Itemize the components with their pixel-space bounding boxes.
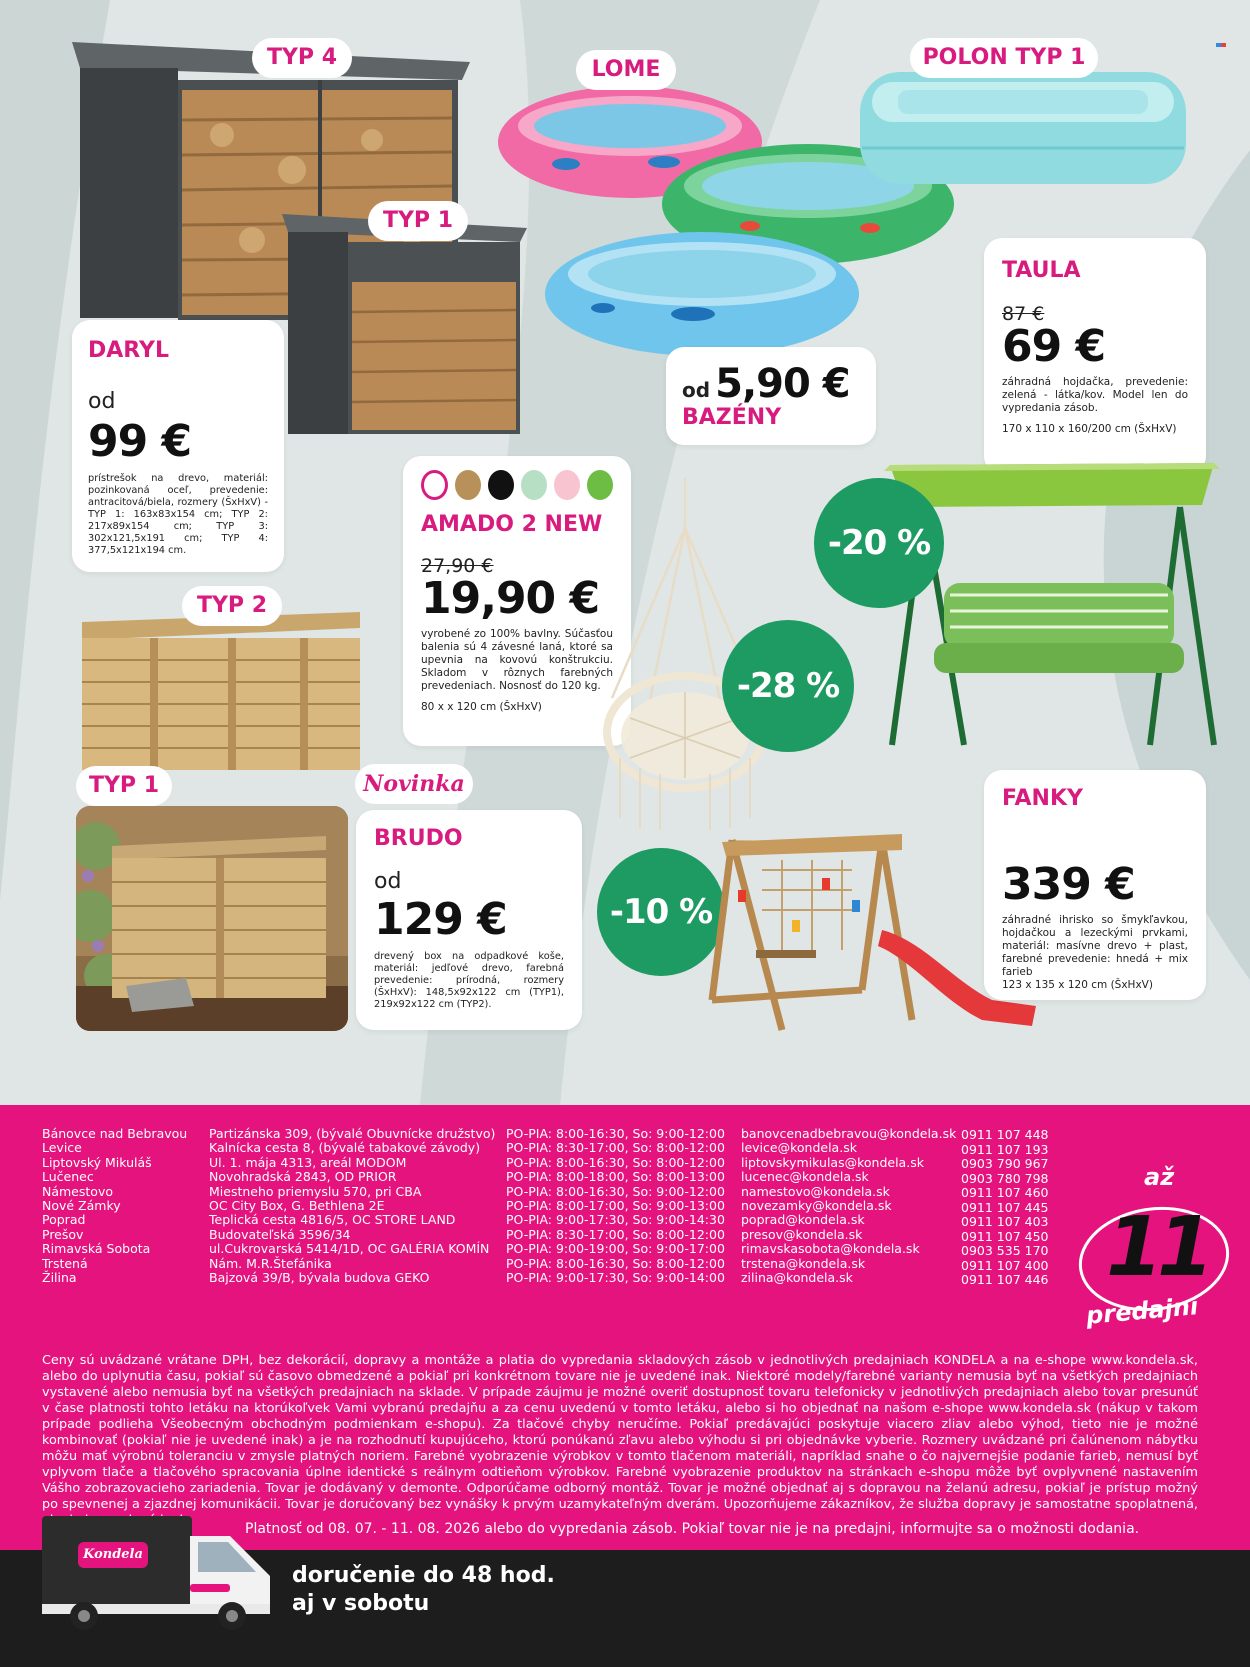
store-city: Nové Zámky (42, 1198, 121, 1214)
store-address: Miestneho priemyslu 570, pri CBA (209, 1183, 422, 1199)
store-address: Partizánska 309, (bývalé Obuvnícke družstvo) (209, 1126, 496, 1141)
store-email-link[interactable]: poprad@kondela.sk (741, 1212, 865, 1228)
store-address: ul.Cukrovarská 5414/1D, OC GALÉRIA KOMÍN (209, 1241, 490, 1257)
taula-price: 69 € (1002, 321, 1106, 372)
stores-count-badge (1074, 1163, 1230, 1341)
store-addresses (209, 1127, 495, 1285)
taula-discount-badge: -20 % (814, 478, 944, 608)
store-email-link[interactable]: presov@kondela.sk (741, 1226, 863, 1242)
brudo-box-typ1-image (76, 806, 348, 1031)
store-address: Bajzová 39/B, bývala budova GEKO (209, 1270, 430, 1286)
store-phone[interactable]: 0911 107 450 (961, 1228, 1049, 1244)
store-address: Ul. 1. mája 4313, areál MODOM (209, 1154, 407, 1170)
swatch-black[interactable] (488, 470, 514, 500)
swatch-beige[interactable] (455, 470, 481, 500)
flag-icon (1216, 32, 1226, 40)
swatch-white[interactable] (421, 470, 448, 500)
store-phone[interactable]: 0911 107 403 (961, 1214, 1049, 1229)
fanky-price: 339 € (1002, 859, 1135, 910)
badge-number: 11 (1106, 1200, 1209, 1295)
store-email-link[interactable]: liptovskymikulas@kondela.sk (741, 1154, 924, 1170)
fanky-name: FANKY (1002, 786, 1083, 811)
store-hours-row: PO-PIA: 8:30-17:00, So: 8:00-12:00 (506, 1226, 725, 1242)
bazeny-od: od (682, 378, 711, 402)
store-phone[interactable]: 0903 790 967 (961, 1156, 1049, 1171)
validity-note: Platnosť od 08. 07. - 11. 08. 2026 alebo do vypredania zásob. Pokiaľ tovar nie je na predajni, informujte sa o možnosti dodania. (245, 1521, 1140, 1537)
brudo-box-typ2-image (80, 610, 362, 772)
taula-dimensions: 170 x 110 x 160/200 cm (ŠxHxV) (1002, 423, 1177, 435)
store-city: Levice (42, 1140, 82, 1156)
store-phone[interactable]: 0911 107 448 (961, 1127, 1049, 1142)
store-city: Poprad (42, 1212, 86, 1228)
store-email-link[interactable]: trstena@kondela.sk (741, 1255, 866, 1271)
taula-swing-image (884, 455, 1220, 750)
swatch-pink[interactable] (554, 470, 580, 500)
bazeny-name: BAZÉNY (682, 405, 782, 430)
lome-pool-blue-image (543, 228, 861, 358)
badge-bottom-text: predajní (1084, 1292, 1200, 1330)
store-email-link[interactable]: levice@kondela.sk (741, 1140, 857, 1156)
daryl-tag-typ4: TYP 4 (252, 38, 352, 78)
delivery-truck-image (40, 1514, 276, 1632)
store-hours-row: PO-PIA: 9:00-17:30, So: 9:00-14:30 (506, 1212, 725, 1228)
store-hours-row: PO-PIA: 8:00-17:00, So: 9:00-13:00 (506, 1198, 725, 1214)
brudo-discount-badge: -10 % (597, 848, 725, 976)
daryl-card (72, 320, 284, 572)
swatch-mint[interactable] (521, 470, 547, 500)
store-hours-row: PO-PIA: 9:00-19:00, So: 9:00-17:00 (506, 1241, 725, 1257)
store-phone[interactable]: 0911 107 445 (961, 1199, 1049, 1215)
brudo-novinka-badge: Novinka (355, 764, 473, 804)
badge-top-text: až (1144, 1163, 1175, 1191)
store-email-link[interactable]: namestovo@kondela.sk (741, 1183, 890, 1199)
store-city: Žilina (42, 1270, 77, 1286)
taula-card (984, 238, 1206, 474)
store-city: Rimavská Sobota (42, 1241, 151, 1257)
store-phone[interactable]: 0911 107 193 (961, 1141, 1049, 1157)
store-phone[interactable]: 0903 780 798 (961, 1170, 1049, 1186)
bazeny-card (666, 347, 876, 445)
store-hours-row: PO-PIA: 8:00-16:30, So: 9:00-12:00 (506, 1183, 725, 1199)
store-hours-row: PO-PIA: 8:30-17:00, So: 8:00-12:00 (506, 1140, 725, 1156)
brudo-price: 129 € (374, 894, 507, 945)
store-city: Trstená (42, 1255, 88, 1271)
taula-old-price: 87 € (1002, 303, 1045, 325)
daryl-description: prístrešok na drevo, materiál: pozinkovaná oceľ, prevedenie: antracitová/biela, rozmery (ŠxHxV) - TYP 1: 163x83x154 cm; TYP 2: 217x89x154 cm; TYP 3: 302x121,5x191 cm; TYP 4: 377,5x121x194 cm. (88, 473, 268, 556)
polon-tag: POLON TYP 1 (910, 38, 1098, 78)
amado-description: vyrobené zo 100% bavlny. Súčasťou balenia sú 4 závesné laná, ktoré sa upevnia na kovovú konštrukciu. Skladom v rôznych farebných prevedeniach. Nosnosť do 120 kg. (421, 628, 613, 692)
store-email-link[interactable]: rimavskasobota@kondela.sk (741, 1241, 920, 1257)
amado-name: AMADO 2 NEW (421, 512, 603, 537)
daryl-tag-typ1: TYP 1 (368, 201, 468, 241)
fanky-card (984, 770, 1206, 1000)
delivery-line1: doručenie do 48 hod. (292, 1563, 555, 1588)
store-email-link[interactable]: banovcenadbebravou@kondela.sk (741, 1126, 957, 1141)
store-phone[interactable]: 0903 535 170 (961, 1243, 1049, 1258)
store-address: OC City Box, G. Bethlena 2E (209, 1198, 385, 1214)
brudo-name: BRUDO (374, 826, 463, 851)
polon-pool-image (858, 62, 1188, 190)
amado-dimensions: 80 x x 120 cm (ŠxHxV) (421, 701, 542, 713)
store-city: Liptovský Mikuláš (42, 1154, 152, 1170)
delivery-line2: aj v sobotu (292, 1591, 430, 1616)
lome-tag: LOME (576, 50, 676, 90)
store-cities (42, 1127, 187, 1285)
store-city: Námestovo (42, 1183, 113, 1199)
bazeny-price: 5,90 € (715, 361, 850, 407)
brudo-tag-typ1: TYP 1 (76, 766, 172, 806)
amado-color-swatches (421, 470, 613, 500)
store-city: Bánovce nad Bebravou (42, 1126, 188, 1141)
store-email-link[interactable]: lucenec@kondela.sk (741, 1169, 869, 1185)
truck-logo: Kondela (78, 1542, 148, 1568)
daryl-price: 99 € (88, 416, 192, 467)
amado-discount-badge: -28 % (722, 620, 854, 752)
taula-name: TAULA (1002, 258, 1081, 283)
store-address: Budovateľská 3596/34 (209, 1226, 351, 1242)
daryl-od: od (88, 389, 116, 414)
store-emails (741, 1127, 956, 1285)
store-email-link[interactable]: zilina@kondela.sk (741, 1270, 853, 1286)
store-city: Prešov (42, 1226, 84, 1242)
fanky-description: záhradné ihrisko so šmykľavkou, hojdačkou a lezeckými prvkami, materiál: masívne drevo + plast, farebné prevedenie: hnedá + mix farieb (1002, 914, 1188, 978)
daryl-shed-small-image (282, 212, 527, 436)
store-phone[interactable]: 0911 107 446 (961, 1272, 1049, 1287)
brudo-tag-typ2: TYP 2 (182, 586, 282, 626)
store-hours (506, 1127, 725, 1285)
daryl-name: DARYL (88, 338, 169, 363)
store-phone[interactable]: 0911 107 400 (961, 1257, 1049, 1273)
store-phones (961, 1128, 1048, 1288)
store-hours-row: PO-PIA: 8:00-16:30, So: 8:00-12:00 (506, 1154, 725, 1170)
store-address: Nám. M.R.Štefánika (209, 1255, 332, 1271)
amado-card (403, 456, 631, 746)
amado-price: 19,90 € (421, 573, 600, 624)
store-address: Teplická cesta 4816/5, OC STORE LAND (209, 1212, 456, 1228)
store-city: Lučenec (42, 1169, 94, 1185)
store-hours-row: PO-PIA: 8:00-16:30, So: 9:00-12:00 (506, 1126, 725, 1141)
store-hours-row: PO-PIA: 8:00-16:30, So: 8:00-12:00 (506, 1255, 725, 1271)
store-hours-row: PO-PIA: 9:00-17:30, So: 9:00-14:00 (506, 1270, 725, 1286)
fanky-dimensions: 123 x 135 x 120 cm (ŠxHxV) (1002, 979, 1153, 991)
amado-old-price: 27,90 € (421, 555, 494, 577)
store-email-link[interactable]: novezamky@kondela.sk (741, 1198, 892, 1214)
brudo-od: od (374, 869, 402, 894)
delivery-text (292, 1562, 555, 1618)
store-hours-row: PO-PIA: 8:00-18:00, So: 8:00-13:00 (506, 1169, 725, 1185)
legal-disclaimer: Ceny sú uvádzané vrátane DPH, bez dekorácií, dopravy a montáže a platia do vypredania skladových zásob v jednotlivých predajniach KONDELA a na e-shope www.kondela.sk, alebo do uplynutia času, pokiaľ sú časovo obmedzené a pokiaľ pri konkrétnom tovare nie je uvedené inak. Niektoré modely/farebné varianty nemusia byť na všetkých predajniach vystavené alebo nemusia byť na všetkých predajniach na sklade. V prípade záujmu je možné overiť dostupnosť tovaru telefonicky v jednotlivých predajniach alebo tovar presunúť v čase platnosti tohto letáku na ktorúkoľvek Vami vybranú predajňu a za cenu uvedenú v tomto letáku, alebo si ho objednať na našom e-shope www.kondela.sk (nákup v takom prípade podlieha Všeobecným obchodným podmienkam e-shopu). Za tlačové chyby neručíme. Pokiaľ predávajúci poskytuje viacero zliav alebo výhod, tieto nie je možné kombinovať (pokiaľ nie je uvedené inak) a je na rozhodnutí kupujúceho, ktorú ponúkanú zľavu alebo výhodu si pri objednávke vyberie. Rozmery uvádzané pri čalúnenom nábytku môžu mať výrobnú toleranciu v zmysle platných noriem. Farebné vyobrazenie výrobkov v tomto tlačenom materiáli, napríklad snahe o čo najvernejšie podanie farieb, nemusí byť vplyvom tlače a tlačového spracovania úplne identické s reálnym odtieňom výrobkov. Farebné vyobrazenie produktov na stránkach e-shopu môže byť ovplyvnené nastavením Vášho zobrazovacieho zariadenia. Tovar je dodávaný v demonte. Odporúčame odborný montáž. Tovar je možné objednať aj s dopravou na želanú adresu, pokiaľ je prístup možný po spevnenej a zjazdnej komunikácii. Tovar je doručovaný bez vynášky k prvým uzamykateľným dverám. Upozorňujeme zákazníkov, že služba dopravy je samostatne spoplatnená, (42, 1353, 1198, 1512)
brudo-description: drevený box na odpadkové koše, materiál: jedľové drevo, farebná prevedenie: prírodná, rozmery (ŠxHxV): 148,5x92x122 cm (TYP1), 219x92x122 cm (TYP2). (374, 951, 564, 1010)
store-address: Novohradská 2843, OD PRIOR (209, 1169, 397, 1185)
brudo-card (356, 810, 582, 1030)
store-phone[interactable]: 0911 107 460 (961, 1185, 1049, 1200)
store-footer (0, 1105, 1250, 1550)
store-address: Kalnícka cesta 8, (bývalé tabakové závody) (209, 1140, 481, 1156)
taula-description: záhradná hojdačka, prevedenie: zelená - látka/kov. Model len do vypredania zásob. (1002, 376, 1188, 414)
